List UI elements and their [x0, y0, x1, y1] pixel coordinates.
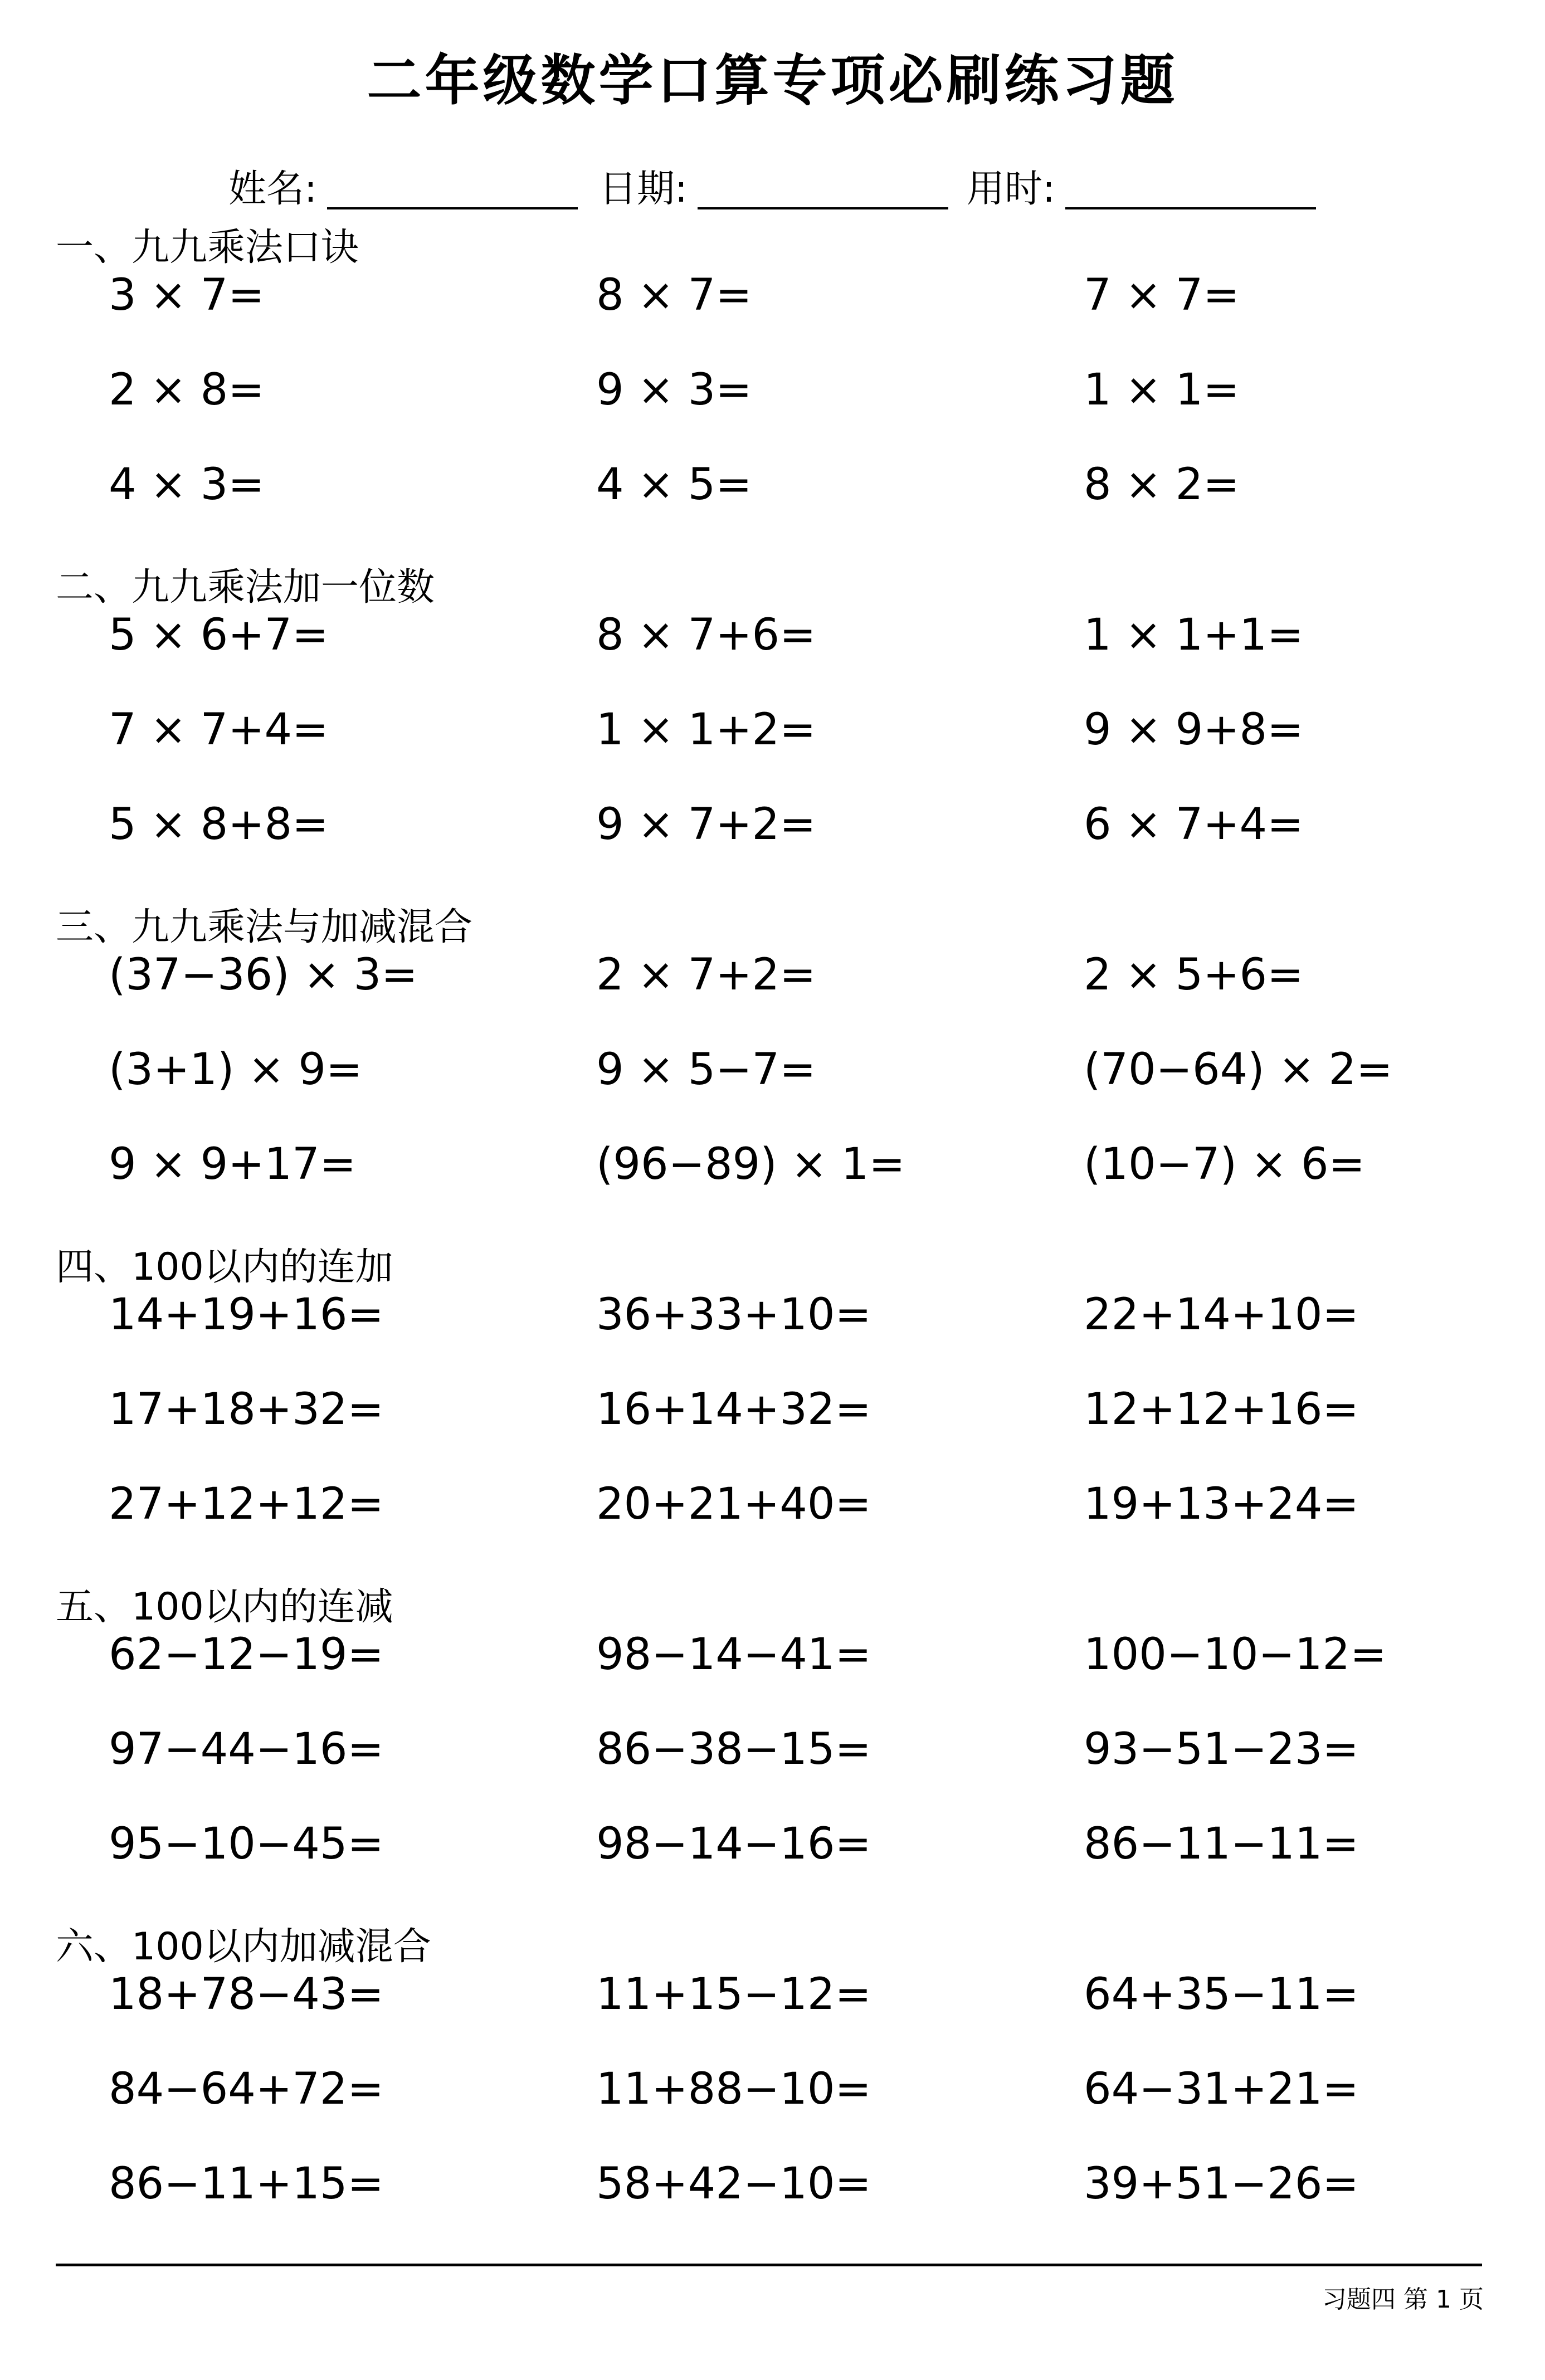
problem-item: 97−44−16= — [109, 1724, 384, 1774]
problem-item: 8 × 2= — [1084, 460, 1240, 510]
problem-item: 2 × 8= — [109, 365, 265, 415]
page-title: 二年级数学口算专项必刷练习题 — [367, 49, 1178, 113]
problem-item: 19+13+24= — [1084, 1479, 1359, 1529]
problem-item: 17+18+32= — [109, 1384, 384, 1435]
problem-item: 8 × 7= — [596, 270, 752, 320]
problem-item: 95−10−45= — [109, 1819, 384, 1869]
problem-item: 27+12+12= — [109, 1479, 384, 1529]
problem-item: 1 × 1+1= — [1084, 610, 1304, 660]
problem-item: 7 × 7+4= — [109, 705, 329, 755]
problem-item: 64−31+21= — [1084, 2064, 1359, 2114]
problem-item: 9 × 7+2= — [596, 799, 816, 850]
problem-item: 86−11+15= — [109, 2159, 384, 2209]
problem-item: 36+33+10= — [596, 1290, 871, 1340]
problem-item: 1 × 1+2= — [596, 705, 816, 755]
problem-item: 22+14+10= — [1084, 1290, 1359, 1340]
problem-item: 86−11−11= — [1084, 1819, 1359, 1869]
name-label: 姓名: — [228, 167, 317, 211]
problem-item: 86−38−15= — [596, 1724, 871, 1774]
problem-item: (96−89) × 1= — [596, 1139, 905, 1189]
problem-item: 18+78−43= — [109, 1969, 384, 2020]
time-label: 用时: — [967, 167, 1055, 211]
problem-item: (37−36) × 3= — [109, 950, 418, 1000]
problem-item: 11+15−12= — [596, 1969, 871, 2020]
problem-item: 58+42−10= — [596, 2159, 871, 2209]
footer-divider — [56, 2264, 1482, 2266]
problem-item: 98−14−16= — [596, 1819, 871, 1869]
problem-item: 98−14−41= — [596, 1630, 871, 1680]
problem-item: 12+12+16= — [1084, 1384, 1359, 1435]
problem-item: 3 × 7= — [109, 270, 265, 320]
name-field[interactable] — [228, 162, 578, 217]
page-footer: 习题四 第 1 页 — [1322, 2285, 1484, 2314]
section-title: 四、100以内的连加 — [56, 1245, 393, 1289]
problem-item: 5 × 8+8= — [109, 799, 329, 850]
date-label: 日期: — [599, 167, 688, 211]
problem-item: 100−10−12= — [1084, 1630, 1387, 1680]
student-info-row — [0, 162, 1545, 217]
problem-item: 39+51−26= — [1084, 2159, 1359, 2209]
problem-item: 20+21+40= — [596, 1479, 871, 1529]
problem-item: (10−7) × 6= — [1084, 1139, 1366, 1189]
problem-item: (3+1) × 9= — [109, 1045, 363, 1095]
problem-item: 9 × 9+8= — [1084, 705, 1304, 755]
problem-item: 8 × 7+6= — [596, 610, 816, 660]
time-blank-line[interactable] — [1065, 197, 1316, 209]
problem-item: 84−64+72= — [109, 2064, 384, 2114]
problem-item: 16+14+32= — [596, 1384, 871, 1435]
section-title: 六、100以内加减混合 — [56, 1925, 431, 1969]
problem-item: 5 × 6+7= — [109, 610, 329, 660]
section-title: 一、九九乘法口诀 — [56, 226, 359, 270]
problem-item: 2 × 5+6= — [1084, 950, 1304, 1000]
problem-item: (70−64) × 2= — [1084, 1045, 1393, 1095]
problem-item: 9 × 5−7= — [596, 1045, 816, 1095]
date-field[interactable] — [599, 162, 948, 217]
name-blank-line[interactable] — [327, 197, 578, 209]
section-title: 二、九九乘法加一位数 — [56, 565, 435, 609]
problem-item: 62−12−19= — [109, 1630, 384, 1680]
problem-item: 2 × 7+2= — [596, 950, 816, 1000]
section-title: 三、九九乘法与加减混合 — [56, 905, 473, 949]
problem-item: 9 × 3= — [596, 365, 752, 415]
problem-item: 93−51−23= — [1084, 1724, 1359, 1774]
problem-item: 4 × 3= — [109, 460, 265, 510]
time-field[interactable] — [967, 162, 1316, 217]
problem-item: 11+88−10= — [596, 2064, 871, 2114]
problem-item: 1 × 1= — [1084, 365, 1240, 415]
problem-item: 6 × 7+4= — [1084, 799, 1304, 850]
problem-item: 9 × 9+17= — [109, 1139, 357, 1189]
problem-item: 14+19+16= — [109, 1290, 384, 1340]
section-title: 五、100以内的连减 — [56, 1585, 393, 1629]
problem-item: 64+35−11= — [1084, 1969, 1359, 2020]
problem-item: 7 × 7= — [1084, 270, 1240, 320]
problem-item: 4 × 5= — [596, 460, 752, 510]
date-blank-line[interactable] — [698, 197, 948, 209]
